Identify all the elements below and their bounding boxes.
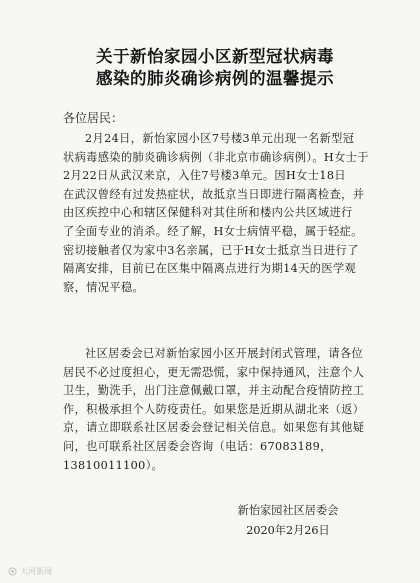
signature-block (213, 501, 363, 541)
paragraph-line: 作，积极承担个人防疫责任。如果您是近期从湖北来（返） (63, 402, 365, 416)
signature-org: 新怡家园社区居委会 (237, 504, 339, 517)
paragraph-line: 在武汉曾经有过发热症状，故抵京当日即进行隔离检查，并 (63, 187, 365, 201)
paragraph-line: 密切接触者仅为家中3名亲属，已于H女士抵京当日进行了 (63, 243, 359, 257)
paragraph-line: 13810011100）。 (63, 458, 164, 472)
notice-title (80, 46, 350, 90)
watermark-text: 大河新闻 (20, 567, 52, 576)
paragraph-line: 察，情况平稳。 (63, 280, 145, 294)
paragraph-line: 隔离安排，目前已在区集中隔离点进行为期14天的医学观 (63, 262, 357, 276)
paragraph-line: 卫生，勤洗手，出门注意佩戴口罩，并主动配合疫情防控工 (63, 384, 365, 398)
title-line: 关于新怡家园小区新型冠状病毒 (96, 47, 334, 66)
paragraph-line: 2月22日从武汉来京，入住7号楼3单元。因H女士18日 (63, 169, 346, 183)
paragraph-line: 居民不必过度担心，更无需恐慌，家中保持通风，注意个人 (63, 365, 365, 379)
watermark (8, 566, 52, 577)
paragraph-line: 问，也可联系社区居委会咨询（电话：67083189， (63, 439, 332, 453)
paragraph-line: 2月24日，新怡家园小区7号楼3单元出现一名新型冠 (85, 132, 355, 145)
paragraph-1 (63, 130, 369, 297)
paragraph-line: 社区居委会已对新怡家园小区开展封闭式管理，请各位 (85, 347, 364, 360)
paragraph-line: 京，请立即联系社区居委会登记相关信息。如果您有其他疑 (63, 421, 365, 435)
paragraph-2 (63, 345, 365, 475)
paragraph-line: 由区疾控中心和辖区保健科对其住所和楼内公共区域进行 (63, 206, 353, 220)
greeting: 各位居民： (63, 111, 124, 125)
watermark-logo-icon (8, 567, 17, 576)
paragraph-line: 状病毒感染的肺炎确诊病例（非北京市确诊病例）。H女士于 (63, 150, 369, 164)
signature-date: 2020年2月26日 (246, 524, 330, 537)
title-line: 感染的肺炎确诊病例的温馨提示 (96, 69, 334, 88)
paragraph-line: 了全面专业的消杀。经了解，H女士病情平稳，属于轻症。 (63, 224, 363, 238)
